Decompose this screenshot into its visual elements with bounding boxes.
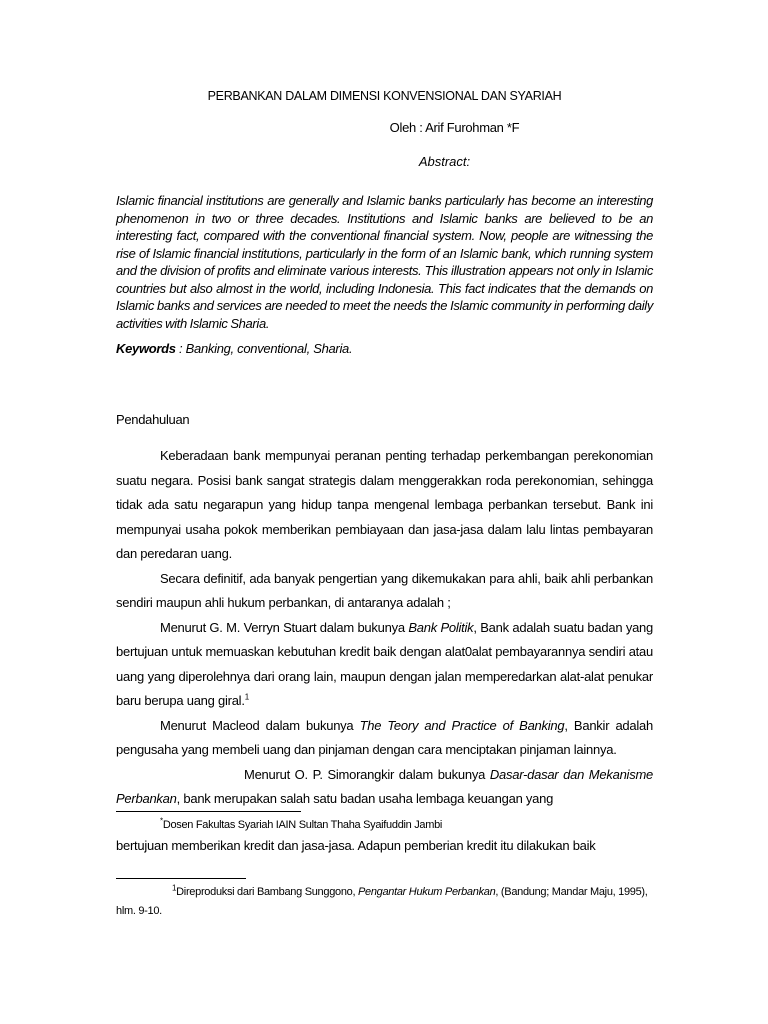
body-text [116,444,653,812]
paragraph-4-text: Menurut Macleod dalam bukunya [160,717,360,733]
paragraph-2: Secara definitif, ada banyak pengertian yang dikemukakan para ahli, baik ahli perbankan sendiri maupun ahli hukum perbankan, di antaranya adalah ; [116,570,653,610]
section-heading: Pendahuluan [116,412,190,427]
paragraph-5 [116,763,653,812]
footnote-author [116,815,653,832]
footnote-separator [116,878,246,879]
paragraph-5-book-title: Dasar-dasar dan Mekanisme [489,766,654,782]
paragraph-3-book-title: Bank Politik [408,619,474,635]
footnote-ref-1: 1 [244,692,249,702]
author-line: Oleh : Arif Furohman *F [389,120,520,135]
paragraph-5-book-title-cont: Perbankan [116,791,177,806]
footnote-star-mark: * [160,815,163,825]
paragraph-3-text-cont: , Bank adalah suatu badan yang bertujuan untuk memuaskan kebutuhan kredit baik dengan alat0alat pembayarannya sendiri atau uang yang diperolehnya dari orang lain, maupun dengan jalan memperedarkan alat-alat penukar baru berupa uang giral. [116,619,654,708]
paragraph-4-book-title: The Teory and Practice of Banking [359,717,565,733]
paper-title: PERBANKAN DALAM DIMENSI KONVENSIONAL DAN SYARIAH [207,89,562,103]
abstract-text: Islamic financial institutions are generally and Islamic banks particularly has become an interesting phenomenon in two or three decades. Institutions and Islamic banks are believed to be an interesting fact, compared with the conventional financial system. Now, people are witnessing the rise of Islamic financial institutions, particularly in the form of an Islamic bank, which running system and the division of profits and eliminate various interests. This illustration appears not only in Islamic countries but also almost in the world, including Indonesia. This fact indicates that the demands on Islamic banks and services are needed to meet the needs the Islamic community in performing daily activities with Islamic Sharia. [116,193,653,331]
footnote-1-text: Direproduksi dari Bambang Sunggono, [176,886,358,898]
footnote-1-text-cont: , (Bandung; Mandar Maju, 1995), hlm. 9-10. [116,886,648,917]
keywords-line [116,341,653,357]
abstract-heading: Abstract: [418,154,471,169]
footnote-1-book-title: Pengantar Hukum Perbankan [357,886,496,898]
footnote-1 [116,883,653,921]
keywords-text: : Banking, conventional, Sharia. [175,341,353,356]
footnote-1-mark: 1 [172,883,177,893]
paragraph-4-text-cont: , Bankir adalah pengusaha yang membeli uang dan pinjaman dengan cara menciptakan pinjaman lainnya. [116,717,653,757]
paragraph-5-text: Menurut O. P. Simorangkir dalam bukunya [244,766,490,782]
paragraph-3 [116,616,653,714]
paragraph-6: bertujuan memberikan kredit dan jasa-jasa. Adapun pemberian kredit itu dilakukan baik [116,837,596,853]
keywords-label: Keywords [116,341,176,356]
paragraph-3-text: Menurut G. M. Verryn Stuart dalam bukunya [160,619,409,635]
paragraph-5-text-cont: , bank merupakan salah satu badan usaha lembaga keuangan yang [176,791,554,806]
paragraph-4 [116,714,653,763]
footnote-author-text: Dosen Fakultas Syariah IAIN Sultan Thaha Syaifuddin Jambi [162,818,443,831]
paragraph-1: Keberadaan bank mempunyai peranan penting terhadap perkembangan perekonomian suatu negara. Posisi bank sangat strategis dalam menggerakkan roda perekonomian, sehingga tidak ada satu negarapun yang hidup tanpa mengenal lembaga perbankan tersebut. Bank ini mempunyai usaha pokok memberikan pembiayaan dan jasa-jasa dalam lalu lintas pembayaran dan peredaran uang. [116,448,653,561]
paper-page [116,88,653,921]
